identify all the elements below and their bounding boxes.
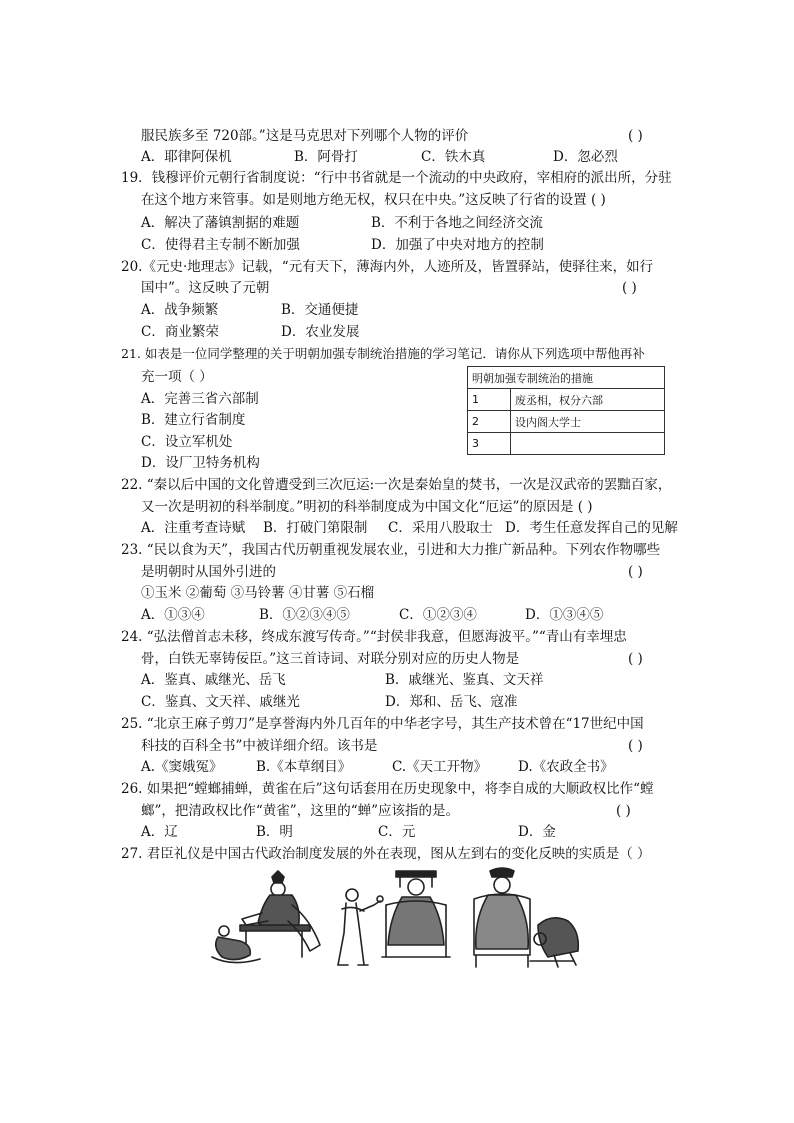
q20-option-a: A．战争频繁 (141, 302, 219, 318)
q18-stem: 服民族多至 720部。”这是马克思对下列哪个人物的评价 (141, 128, 469, 144)
q24-answer-paren: ( ) (628, 651, 643, 667)
q23-option-c: C．①②③④ (399, 607, 477, 623)
q24-option-b: B．戚继光、鉴真、文天祥 (385, 672, 544, 688)
enthroned-emperor-figure (382, 871, 450, 957)
q22-option-d: D．考生任意发挥自己的见解 (505, 520, 678, 536)
q19-option-d: D．加强了中央对地方的控制 (371, 237, 544, 253)
table-cell-text (511, 433, 665, 455)
table-header-row (468, 367, 665, 389)
q21-stem-line1: 21. 如表是一位同学整理的关于明朝加强专制统治措施的学习笔记．请你从下列选项中帮他再补 (121, 346, 645, 361)
q18-option-d: D．忽必烈 (553, 149, 618, 165)
q20-stem-line1: 20.《元史·地理志》记载，“元有天下，薄海内外，人迹所及，皆置驿站，使驿往来，如行 (121, 259, 654, 275)
q20-answer-paren: ( ) (622, 280, 637, 296)
q26-stem-line2: 螂”，把清政权比作“黄雀”，这里的“蝉”应该指的是。 (141, 803, 460, 819)
q23-option-b: B．①②③④⑤ (259, 607, 350, 623)
q23-crop-list: ①玉米 ②葡萄 ③马铃薯 ④甘薯 ⑤石榴 (141, 585, 375, 601)
q23-option-d: D．①③④⑤ (525, 607, 604, 623)
table-header: 明朝加强专制统治的措施 (468, 367, 665, 389)
qing-emperor-figure (474, 868, 530, 967)
q26-option-c: C．元 (378, 824, 416, 840)
q21-option-c: C．设立军机处 (141, 434, 233, 450)
q24-option-a: A．鉴真、戚继光、岳飞 (141, 672, 286, 688)
q25-option-b: B.《本草纲目》 (256, 759, 352, 775)
q21-stem-line2: 充一项（ ） (141, 369, 213, 385)
q20-option-d: D．农业发展 (281, 324, 360, 340)
q18-option-a: A．耶律阿保机 (141, 149, 232, 165)
q26-option-d: D．金 (518, 824, 556, 840)
q26-stem-line1: 26. 如果把“螳螂捕蝉，黄雀在后”这句话套用在历史现象中，将李自成的大顺政权比作“螳 (121, 781, 654, 797)
q24-stem-line2: 骨，白铁无辜铸佞臣。”这三首诗词、对联分别对应的历史人物是 (141, 651, 520, 667)
q25-stem-line1: 25. “北京王麻子剪刀”是享誉海内外几百年的中华老字号，其生产技术曾在“17世纪中国 (121, 716, 644, 732)
table-cell-text: 废丞相，权分六部 (511, 389, 665, 411)
q21-notes-table (467, 366, 665, 455)
q19-option-a: A．解决了藩镇割据的难题 (141, 215, 300, 231)
q21-option-d: D．设厂卫特务机构 (141, 455, 260, 471)
q25-option-c: C.《天工开物》 (392, 759, 488, 775)
table-row (468, 389, 665, 411)
q21-option-b: B．建立行省制度 (141, 412, 246, 428)
table-row (468, 433, 665, 455)
q22-stem-line2: 又一次是明初的科举制度。”明初的科举制度成为中国文化“厄运”的原因是 ( ) (141, 499, 593, 515)
q25-answer-paren: ( ) (628, 738, 643, 754)
q23-stem-line1: 23. “民以食为天”，我国古代历朝重视发展农业，引进和大力推广新品种。下列农作物哪些 (121, 542, 661, 558)
q18-option-c: C．铁木真 (421, 149, 486, 165)
q20-stem-line2: 国中”。这反映了元朝 (141, 280, 270, 296)
q26-answer-paren: ( ) (616, 803, 631, 819)
q21-option-a: A．完善三省六部制 (141, 391, 259, 407)
q26-option-b: B．明 (256, 824, 293, 840)
table-cell-num: 3 (468, 433, 511, 455)
table-cell-num: 1 (468, 389, 511, 411)
seated-emperor-figure (240, 871, 320, 957)
q22-option-c: C．采用八股取士 (388, 520, 493, 536)
q23-stem-line2: 是明朝时从国外引进的 (141, 564, 276, 580)
table-cell-text: 设内阁大学士 (511, 411, 665, 433)
court-etiquette-illustration (210, 865, 590, 975)
standing-minister-figure (338, 889, 383, 965)
q20-option-c: C．商业繁荣 (141, 324, 219, 340)
q22-option-b: B．打破门第限制 (263, 520, 368, 536)
q27-stem: 27. 君臣礼仪是中国古代政治制度发展的外在表现，图从左到右的变化反映的实质是（ ） (121, 846, 651, 862)
q24-option-d: D．郑和、岳飞、寇准 (385, 694, 518, 710)
q20-option-b: B．交通便捷 (281, 302, 359, 318)
q19-stem-line1: 19．钱穆评价元朝行省制度说：“行中书省就是一个流动的中央政府，宰相府的派出所，分驻 (121, 170, 672, 186)
kowtowing-official-figure (530, 918, 578, 967)
q19-stem-line2: 在这个地方来管事。如是则地方绝无权，权只在中央。”这反映了行省的设置 ( ) (141, 192, 606, 208)
q18-answer-paren: ( ) (628, 128, 643, 144)
q23-option-a: A．①③④ (141, 607, 205, 623)
q19-option-c: C．使得君主专制不断加强 (141, 237, 300, 253)
q25-option-d: D.《农政全书》 (518, 759, 614, 775)
q26-option-a: A．辽 (141, 824, 178, 840)
q22-option-a: A．注重考查诗赋 (141, 520, 246, 536)
table-row (468, 411, 665, 433)
q22-stem-line1: 22. “秦以后中国的文化曾遭受到三次厄运:一次是秦始皇的焚书，一次是汉武帝的罢黜百家， (121, 477, 672, 493)
q24-option-c: C．鉴真、文天祥、戚继光 (141, 694, 300, 710)
q24-stem-line1: 24. “弘法僧首志未移，终成东渡写传奇。”“封侯非我意，但愿海波平。”“青山有幸埋忠 (121, 629, 627, 645)
q19-option-b: B．不利于各地之间经济交流 (371, 215, 543, 231)
q18-option-b: B．阿骨打 (294, 149, 358, 165)
q25-option-a: A.《窦娥冤》 (141, 759, 223, 775)
q25-stem-line2: 科技的百科全书”中被详细介绍。该书是 (141, 738, 378, 754)
table-cell-num: 2 (468, 411, 511, 433)
q23-answer-paren: ( ) (628, 564, 643, 580)
